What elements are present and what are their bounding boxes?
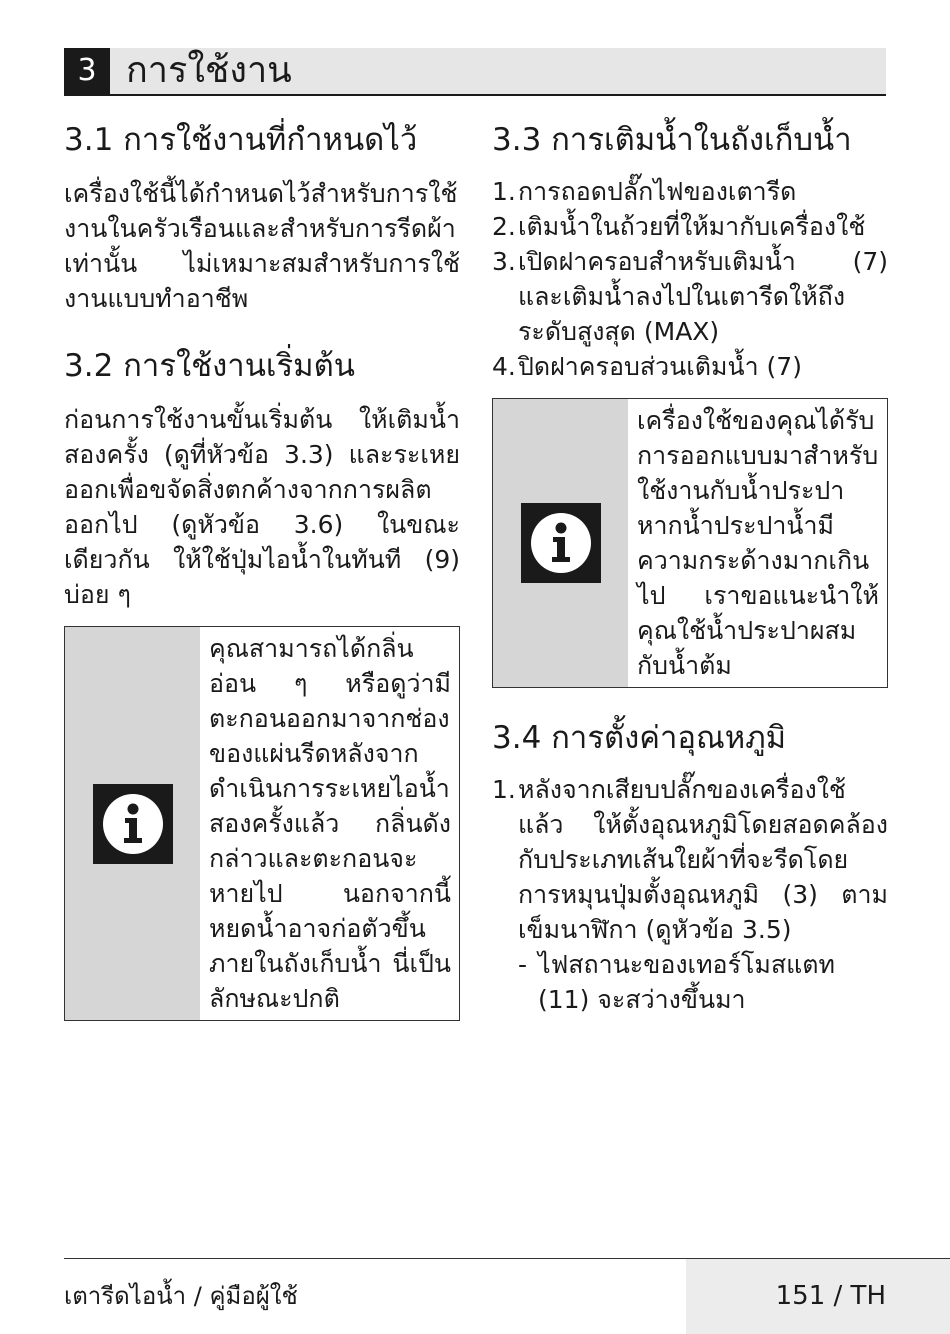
section-3-4-heading: 3.4 การตั้งค่าอุณหภูมิ [492, 720, 787, 756]
footer-page-box [686, 1259, 950, 1334]
info-icon [93, 784, 173, 864]
page-number: 151 / TH [775, 1281, 886, 1311]
list-item: 4. ปิดฝาครอบส่วนเติมน้ำ (7) [492, 352, 802, 381]
note-sidebar [493, 399, 628, 687]
section-3-1-heading: 3.1 การใช้งานที่กำหนดไว้ [64, 122, 418, 158]
chapter-number: 3 [64, 48, 110, 94]
section-3-1-body: เครื่องใช้นี้ได้กำหนดไว้สำหรับการใช้งานในครัวเรือนและสำหรับการรีดผ้าเท่านั้น ไม่เหมาะสมสำหรับการใช้งานแบบทำอาชีพ [64, 179, 460, 313]
list-item: 3. เปิดฝาครอบสำหรับเติมน้ำ (7) และเติมน้ำลงไปในเตารีดให้ถึงระดับสูงสุด (MAX) [492, 247, 888, 346]
note-text-3-3: เครื่องใช้ของคุณได้รับการออกแบบมาสำหรับใช้งานกับน้ำประปา หากน้ำประปาน้ำมีความกระด้างมากเกินไป เราขอแนะนำให้คุณใช้น้ำประปาผสมกับน้ำต้ม [637, 406, 879, 680]
footer-doc-title: เตารีดไอน้ำ / คู่มือผู้ใช้ [64, 1282, 298, 1310]
note-sidebar [65, 627, 200, 1020]
note-box-3-3 [492, 398, 888, 688]
list-item: 1. การถอดปลั๊กไฟของเตารีด [492, 177, 797, 206]
left-column [64, 112, 460, 1021]
note-text-3-2: คุณสามารถได้กลิ่นอ่อน ๆ หรือดูว่ามีตะกอนออกมาจากช่องของแผ่นรีดหลังจากดำเนินการระเหยไอน้ำสองครั้งแล้ว กลิ่นดังกล่าวและตะกอนจะหายไป นอกจากนี้ หยดน้ำอาจก่อตัวขึ้นภายในถังเก็บน้ำ นี่เป็นลักษณะปกติ [209, 634, 451, 1013]
right-column [492, 112, 888, 1017]
note-box-3-2 [64, 626, 460, 1021]
info-icon [521, 503, 601, 583]
section-3-3-steps [492, 174, 888, 384]
sub-list-item: - ไฟสถานะของเทอร์โมสแตท (11) จะสว่างขึ้นมา [518, 950, 835, 1014]
chapter-title: การใช้งาน [126, 50, 292, 91]
list-item: 2. เติมน้ำในถ้วยที่ให้มากับเครื่องใช้ [492, 212, 866, 241]
chapter-header [64, 48, 886, 96]
section-3-3-heading: 3.3 การเติมน้ำในถังเก็บน้ำ [492, 122, 852, 158]
list-item: 1. หลังจากเสียบปลั๊กของเครื่องใช้แล้ว ให้ตั้งอุณหภูมิโดยสอดคล้องกับประเภทเส้นใยผ้าที่จะรีดโดยการหมุนปุ่มตั้งอุณหภูมิ (3) ตามเข็มนาฬิกา (ดูหัวข้อ 3.5) [492, 775, 888, 944]
section-3-2-body: ก่อนการใช้งานขั้นเริ่มต้น ให้เติมน้ำสองครั้ง (ดูที่หัวข้อ 3.3) และระเหยออกเพื่อขจัดสิ่งตกค้างจากการผลิตออกไป (ดูหัวข้อ 3.6) ในขณะเดียวกัน ให้ใช้ปุ่มไอน้ำในทันที (9) บ่อย ๆ [64, 405, 460, 609]
section-3-2-heading: 3.2 การใช้งานเริ่มต้น [64, 348, 355, 384]
section-3-4-steps [492, 772, 888, 947]
